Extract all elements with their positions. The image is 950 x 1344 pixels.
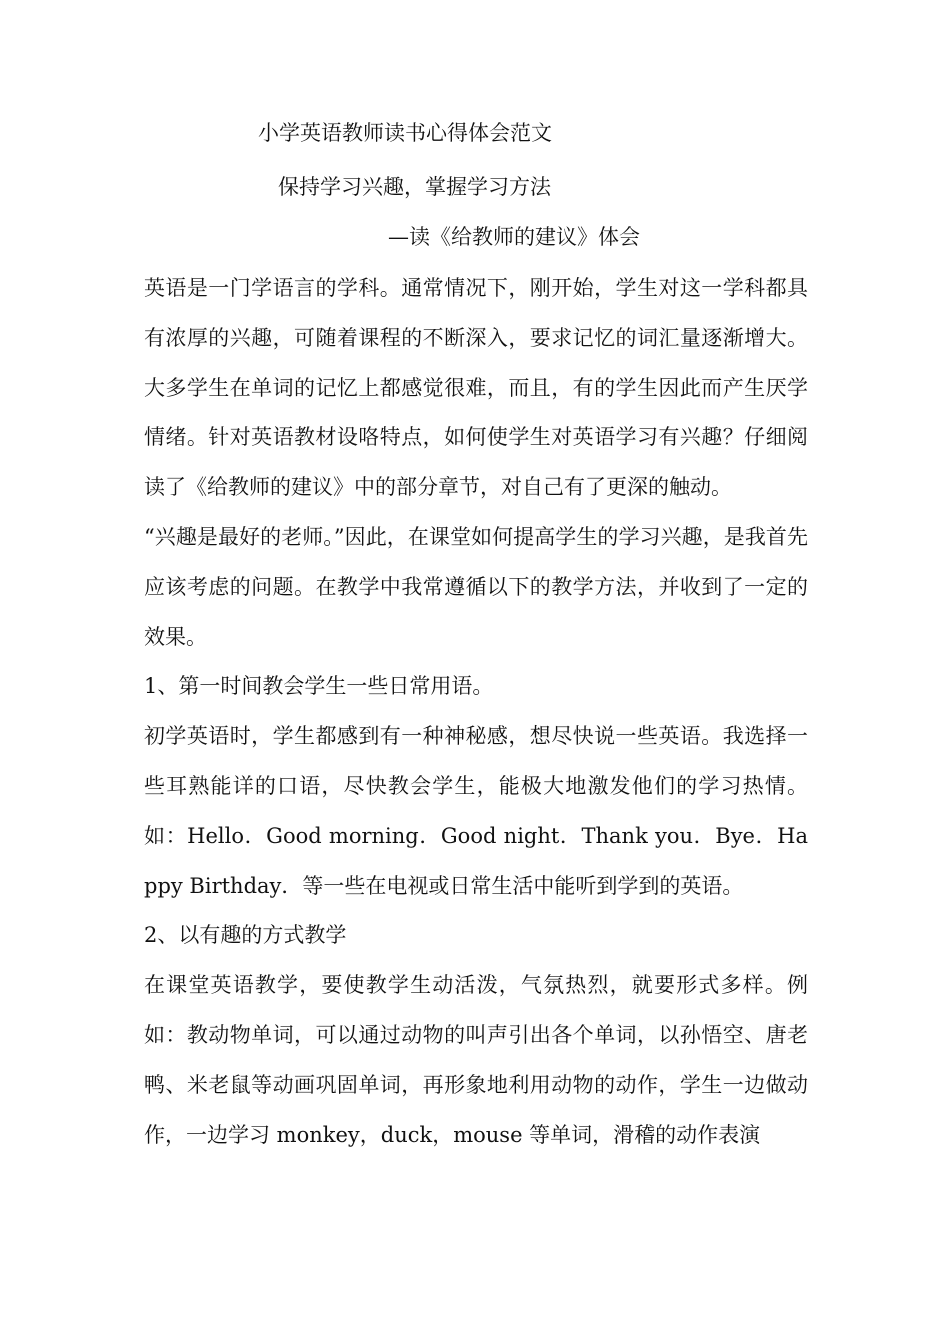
section-heading-2: 2、以有趣的方式教学 [144, 923, 347, 948]
section-heading-1: 1、第一时间教会学生一些日常用语。 [144, 674, 494, 699]
paragraph-intro: 英语是一门学语言的学科。通常情况下，刚开始，学生对这一学科都具有浓厚的兴趣，可随着课程的不断深入，要求记忆的词汇量逐渐增大。大多学生在单词的记忆上都感觉很难，而且，有的学生因此而产生厌学情绪。针对英语教材设咯特点，如何使学生对英语学习有兴趣？仔细阅读了《给教师的建议》中的部分章节，对自己有了更深的触动。 [144, 276, 808, 500]
paragraph-interest-quote: “兴趣是最好的老师。”因此，在课堂如何提高学生的学习兴趣，是我首先应该考虑的问题。在教学中我常遵循以下的教学方法，并收到了一定的效果。 [144, 524, 808, 649]
document-subtitle: 保持学习兴趣，掌握学习方法 [278, 175, 551, 199]
paragraph-fun-teaching: 在课堂英语教学，要使教学生动活泼，气氛热烈，就要形式多样。例如：教动物单词，可以通过动物的叫声引出各个单词，以孙悟空、唐老鸭、米老鼠等动画巩固单词，再形象地利用动物的动作，学生一边做动作，一边学习 monkey，duck，mouse 等单词，滑稽的动作表演 [144, 973, 808, 1147]
paragraph-daily-phrases: 初学英语时，学生都感到有一种神秘感，想尽快说一些英语。我选择一些耳熟能详的口语，尽快教会学生，能极大地激发他们的学习热情。如：Hello．Good morning．Good night．Thank you．Bye．Happy Birthday．等一些在电视或日常生活中能听到学到的英语。 [144, 724, 808, 898]
document-byline: —读《给教师的建议》体会 [388, 225, 640, 249]
document-title: 小学英语教师读书心得体会范文 [258, 121, 552, 145]
document-body [144, 264, 808, 1160]
